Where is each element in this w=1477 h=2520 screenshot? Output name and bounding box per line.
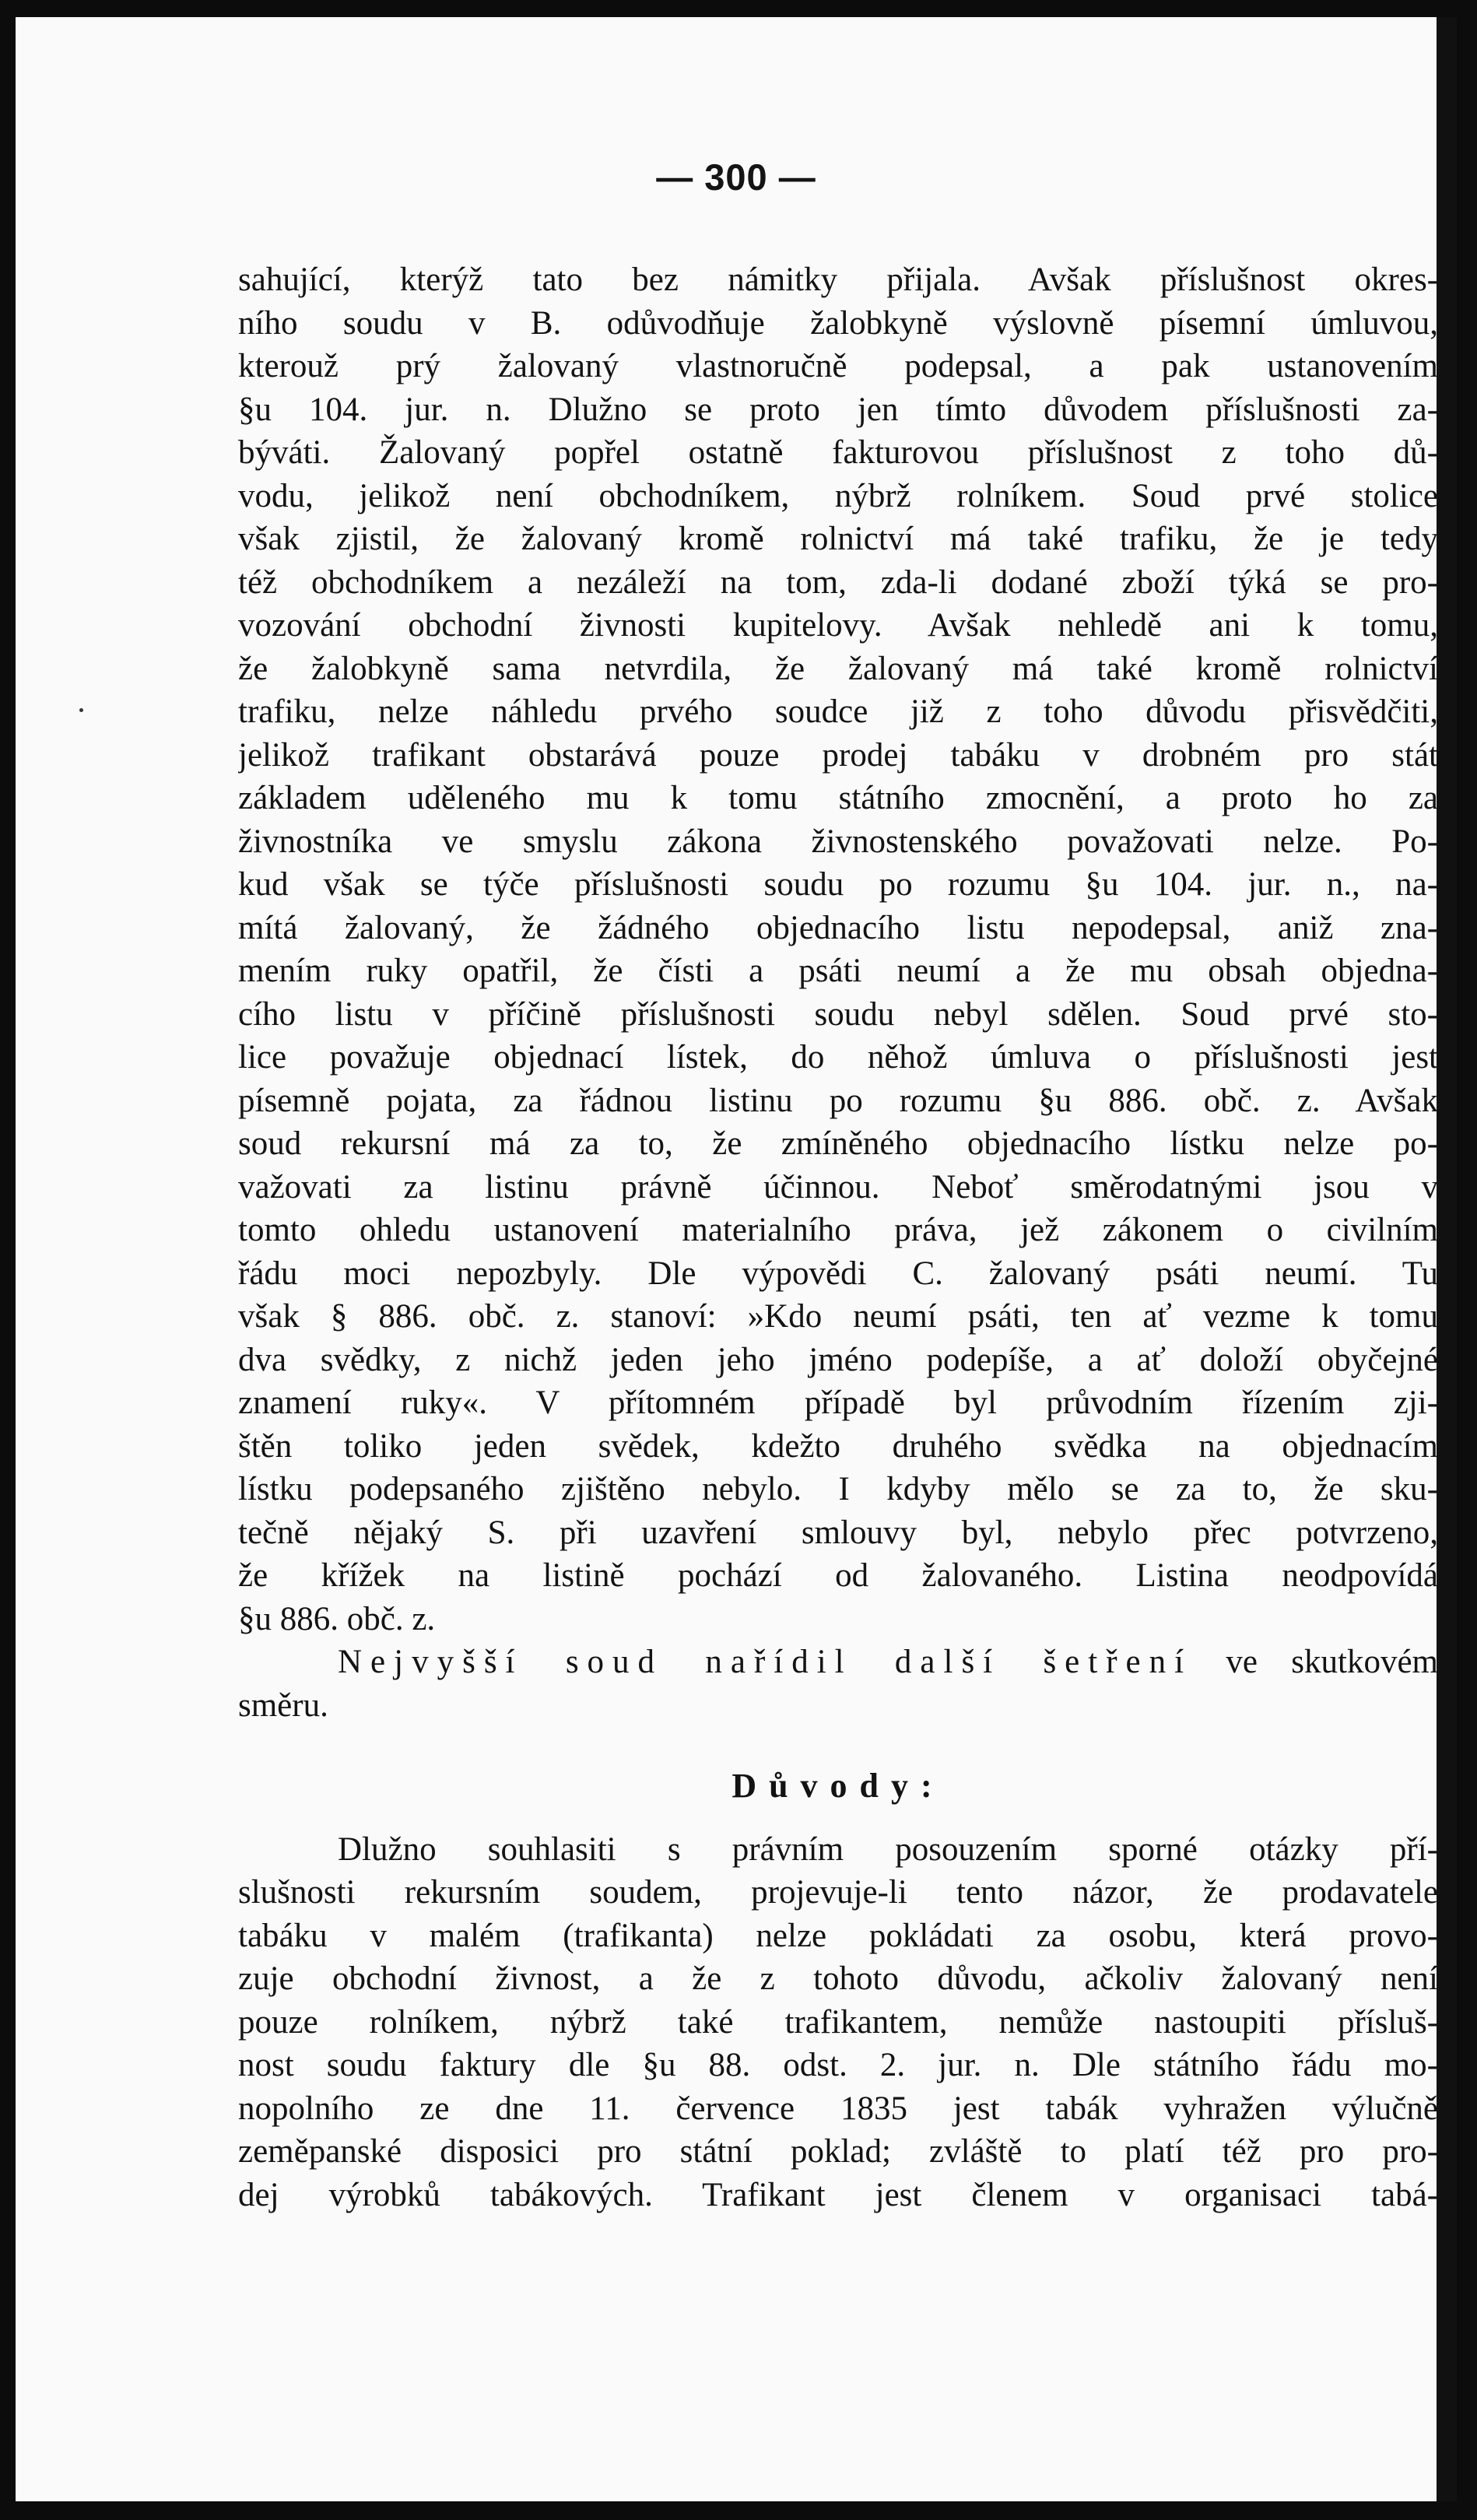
text-line: však § 886. obč. z. stanoví: »Kdo neumí psáti, ten ať vezme k tomu (238, 1298, 1438, 1335)
text-line: tabáku v malém (trafikanta) nelze pokládati za osobu, která provo- (238, 1917, 1438, 1954)
text-line: zeměpanské disposici pro státní poklad; zvláště to platí též pro pro- (238, 2133, 1438, 2170)
text-line: též obchodníkem a nezáleží na tom, zda-li dodané zboží týká se pro- (238, 563, 1438, 601)
scan-speck (79, 708, 83, 712)
text-line: nost soudu faktury dle §u 88. odst. 2. jur. n. Dle státního řádu mo- (238, 2047, 1438, 2083)
text-line: ního soudu v B. odůvodňuje žalobkyně výslovně písemní úmluvou, (238, 304, 1438, 342)
text-line: §u 886. obč. z. (238, 1600, 436, 1637)
decision-line (238, 1641, 1438, 1684)
text-line: sahující, kterýž tato bez námitky přijala. Avšak příslušnost okres- (238, 261, 1438, 298)
text-line: pouze rolníkem, nýbrž také trafikantem, nemůže nastoupiti přísluš- (238, 2003, 1438, 2041)
text-line: Dlužno souhlasiti s právním posouzením sporné otázky pří- (338, 1830, 1438, 1868)
paragraph-decision (238, 1641, 1438, 1727)
text-line: písemně pojata, za řádnou listinu po rozumu §u 886. obč. z. Avšak (238, 1082, 1438, 1119)
text-line: základem uděleného mu k tomu státního zmocnění, a proto ho za (238, 780, 1438, 816)
text-line: jelikož trafikant obstarává pouze prodej tabáku v drobném pro stát (238, 736, 1438, 774)
text-line: nopolního ze dne 11. července 1835 jest tabák vyhražen výlučně (238, 2090, 1438, 2127)
text-line: býváti. Žalovaný popřel ostatně fakturovou příslušnost z toho dů- (238, 434, 1438, 471)
paragraph-reasons (238, 1828, 1438, 2217)
text-line: trafiku, nelze náhledu prvého soudce již z toho důvodu přisvědčiti, (238, 693, 1438, 730)
decision-rest-text: ve skutkovém (1226, 1644, 1438, 1680)
document-page (16, 17, 1457, 2501)
text-line: cího listu v příčině příslušnosti soudu nebyl sdělen. Soud prvé sto- (238, 995, 1438, 1033)
text-line: mítá žalovaný, že žádného objednacího listu nepodepsal, aniž zna- (238, 909, 1438, 946)
text-line: znamení ruky«. V přítomném případě byl průvodním řízením zji- (238, 1385, 1438, 1421)
text-line: kterouž prý žalovaný vlastnoručně podepsal, a pak ustanovením (238, 348, 1438, 384)
body-text (238, 258, 1438, 2216)
scan-border (1437, 17, 1457, 2501)
text-line: soud rekursní má za to, že zmíněného objednacího lístku nelze po- (238, 1125, 1438, 1162)
text-line: zuje obchodní živnost, a že z tohoto důvodu, ačkoliv žalovaný není (238, 1960, 1438, 1997)
text-line: §u 104. jur. n. Dlužno se proto jen tímto důvodem příslušnosti za- (238, 391, 1438, 428)
text-line: slušnosti rekursním soudem, projevuje-li tento názor, že prodavatele (238, 1874, 1438, 1911)
page-number: — 300 — (656, 156, 816, 198)
text-line: lice považuje objednací lístek, do něhož úmluva o příslušnosti jest (238, 1039, 1438, 1076)
section-heading: Důvody: (731, 1767, 945, 1805)
text-line: že křížek na listině pochází od žalovaného. Listina neodpovídá (238, 1557, 1438, 1594)
decision-line-2: směru. (238, 1686, 328, 1724)
text-line: važovati za listinu právně účinnou. Neboť směrodatnými jsou v (238, 1168, 1438, 1206)
text-line: mením ruky opatřil, že čísti a psáti neumí a že mu obsah objedna- (238, 953, 1438, 989)
text-line: však zjistil, že žalovaný kromě rolnictví má také trafiku, že je tedy (238, 521, 1438, 557)
text-line: lístku podepsaného zjištěno nebylo. I kdyby mělo se za to, že sku- (238, 1471, 1438, 1507)
text-line: živnostníka ve smyslu zákona živnostenského považovati nelze. Po- (238, 823, 1438, 860)
text-line: tečně nějaký S. při uzavření smlouvy byl, nebylo přec potvrzeno, (238, 1514, 1438, 1551)
paragraph-facts (238, 258, 1438, 1641)
text-line: kud však se týče příslušnosti soudu po rozumu §u 104. jur. n., na- (238, 866, 1438, 903)
text-line: tomto ohledu ustanovení materialního práva, jež zákonem o civilním (238, 1212, 1438, 1248)
text-line: dva svědky, z nichž jeden jeho jméno podepíše, a ať doloží obyčejné (238, 1341, 1438, 1378)
text-line: dej výrobků tabákových. Trafikant jest členem v organisaci tabá- (238, 2176, 1438, 2213)
decision-spaced-text: Nejvyšší soud nařídil další šetření (338, 1644, 1193, 1680)
text-line: vozování obchodní živnosti kupitelovy. Avšak nehledě ani k tomu, (238, 607, 1438, 644)
text-line: že žalobkyně sama netvrdila, že žalovaný má také kromě rolnictví (238, 650, 1438, 687)
text-line: vodu, jelikož není obchodníkem, nýbrž rolníkem. Soud prvé stolice (238, 477, 1438, 514)
text-line: štěn toliko jeden svědek, kdežto druhého svědka na objednacím (238, 1427, 1438, 1465)
text-line: řádu moci nepozbyly. Dle výpovědi C. žalovaný psáti neumí. Tu (238, 1255, 1438, 1292)
